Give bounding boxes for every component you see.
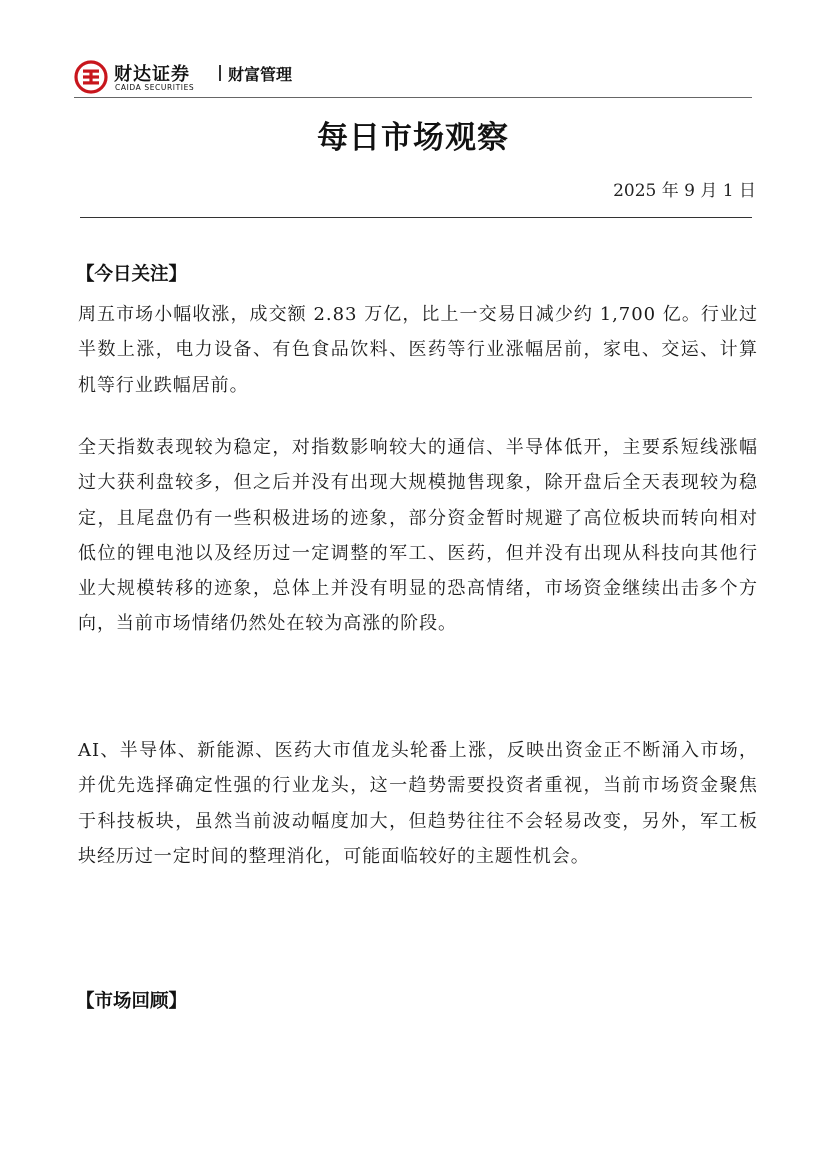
brand-name-cn: 财达证券 (114, 64, 190, 85)
paragraph-market-summary: 周五市场小幅收涨，成交额 2.83 万亿，比上一交易日减少约 1,700 亿。行业过半数上涨，电力设备、有色食品饮料、医药等行业涨幅居前，家电、交运、计算机等行业跌幅居前。 (78, 304, 758, 396)
brand-separator (219, 65, 221, 81)
section-heading-today-focus: 【今日关注】 (76, 264, 188, 285)
page-header (74, 58, 754, 94)
section-heading-market-review: 【市场回顾】 (76, 991, 188, 1012)
report-date: 2025 年 9 月 1 日 (613, 181, 756, 201)
caida-logo-icon (74, 60, 108, 94)
header-divider (74, 97, 752, 98)
date-divider (80, 217, 752, 218)
brand-name-en: CAIDA SECURITIES (115, 83, 195, 92)
paragraph-outlook: AI、半导体、新能源、医药大市值龙头轮番上涨，反映出资金正不断涌入市场，并优先选择确定性强的行业龙头，这一趋势需要投资者重视，当前市场资金聚焦于科技板块，虽然当前波动幅度加大，但趋势往往不会轻易改变，另外，军工板块经历过一定时间的整理消化，可能面临较好的主题性机会。 (78, 740, 758, 867)
brand-subtitle: 财富管理 (228, 65, 293, 84)
paragraph-index-analysis: 全天指数表现较为稳定，对指数影响较大的通信、半导体低开，主要系短线涨幅过大获利盘较多，但之后并没有出现大规模抛售现象，除开盘后全天表现较为稳定，且尾盘仍有一些积极进场的迹象，部分资金暂时规避了高位板块而转向相对低位的锂电池以及经历过一定调整的军工、医药，但并没有出现从科技向其他行业大规模转移的迹象，总体上并没有明显的恐高情绪，市场资金继续出击多个方向，当前市场情绪仍然处在较为高涨的阶段。 (78, 437, 758, 635)
report-title: 每日市场观察 (317, 120, 509, 156)
